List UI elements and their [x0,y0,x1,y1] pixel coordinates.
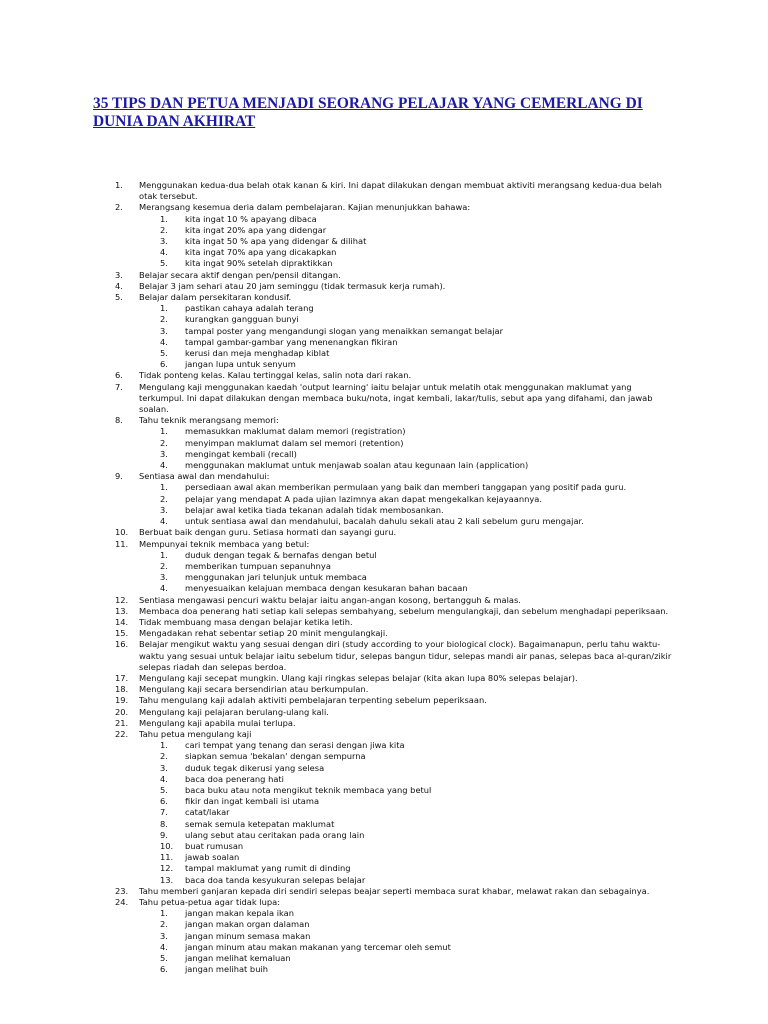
list-item [115,628,675,639]
sub-list-item-number: 4. [160,460,168,471]
sub-list-item-text: tampal gambar-gambar yang menenangkan fikiran [185,336,398,347]
sub-list-item-number: 1. [160,549,168,560]
list-item-number: 1. [115,180,123,190]
sub-list-item [115,482,675,493]
list-item-number: 20. [115,706,129,717]
list-item-text: Mempunyai teknik membaca yang betul: [139,538,310,549]
sub-list-item-text: duduk dengan tegak & bernafas dengan betul [185,549,377,560]
document-title[interactable]: 35 TIPS DAN PETUA MENJADI SEORANG PELAJAR YANG CEMERLANG DI DUNIA DAN AKHIRAT [93,95,643,130]
sub-list-item [115,247,675,258]
sub-list-item-text: menyesuaikan kelajuan membaca dengan kesukaran bahan bacaan [185,583,468,594]
sub-list-item [115,751,675,762]
sub-list-item-text: untuk sentiasa awal dan mendahului, bacalah dahulu sekali atau 2 kali sebelum guru mengajar. [185,516,584,527]
sub-list-item-number: 11. [160,852,174,863]
sub-list-item-number: 4. [160,516,168,527]
sub-list-item [115,774,675,785]
list-item-text: Mengadakan rehat sebentar setiap 20 minit mengulangkaji. [139,628,388,639]
sub-list-item-text: kita ingat 20% apa yang didengar [185,224,327,235]
list-item-number: 5. [115,292,123,303]
list-item-number: 13. [115,605,129,616]
list-item [115,897,675,908]
sub-list-item-text: jangan makan kepala ikan [185,908,294,919]
list-item-number: 10. [115,527,129,538]
sub-list-item-text: tampal maklumat yang rumit di dinding [185,863,351,874]
sub-list-item-number: 2. [160,437,168,448]
sub-list-item [115,460,675,471]
tips-list [115,180,675,975]
sub-list-item [115,819,675,830]
sub-list-item-text: kita ingat 90% setelah dipraktikkan [185,258,333,269]
list-item-number: 9. [115,471,123,482]
list-item-number: 2. [115,202,123,213]
sub-list-item-number: 4. [160,773,168,784]
sub-list-item-number: 1. [160,740,168,751]
sub-list-item-number: 6. [160,359,168,370]
sub-list-item-number: 6. [160,796,168,807]
sub-list-item-number: 3. [160,762,168,773]
sub-list-item-text: cari tempat yang tenang dan serasi dengan jiwa kita [185,740,405,751]
list-item-number: 19. [115,695,129,706]
list-item-number: 7. [115,381,123,392]
list-item-number: 22. [115,728,129,739]
list-item [115,707,675,718]
list-item [115,639,675,673]
sub-list-item-number: 10. [160,840,174,851]
sub-list-item-number: 12. [160,863,174,874]
sub-list-item [115,505,675,516]
sub-list-item-text: menggunakan maklumat untuk menjawab soalan atau kegunaan lain (application) [185,460,529,471]
sub-list-item [115,572,675,583]
sub-list-item-text: pastikan cahaya adalah terang [185,303,314,314]
sub-list-item-text: jangan lupa untuk senyum [185,359,296,370]
list-item-text: Membaca doa penerang hati setiap kali selepas sembahyang, sebelum mengulangkaji, dan sebelum menghadapi peperiksaan. [139,605,669,616]
sub-list-item-number: 3. [160,236,168,247]
sub-list-item [115,953,675,964]
sub-list-item [115,740,675,751]
sub-list-item [115,314,675,325]
sub-list-item-text: jangan minum semasa makan [185,930,311,941]
sub-list-item-number: 2. [160,314,168,325]
list-item [115,673,675,684]
list-item-number: 14. [115,616,129,627]
list-item-text: Tahu teknik merangsang memori: [139,415,279,426]
sub-list-item-number: 6. [160,964,168,975]
sub-list-item-text: catat/lakar [185,807,230,818]
sub-list-item-text: kurangkan gangguan bunyi [185,314,299,325]
sub-list-item [115,516,675,527]
list-item-text: Tahu petua mengulang kaji [139,728,252,739]
list-item [115,202,675,213]
sub-list-item-number: 2. [160,493,168,504]
list-item [115,270,675,281]
list-item-text: Tahu memberi ganjaran kepada diri sendiri selepas beajar seperti membaca surat khabar, melawat rakan dan sebagainya. [139,885,650,896]
sub-list-item [115,326,675,337]
list-item-number: 24. [115,897,129,907]
sub-list-item-number: 3. [160,930,168,941]
sub-list-item [115,852,675,863]
sub-list-item-number: 4. [160,583,168,594]
sub-list-item-number: 8. [160,818,168,829]
sub-list-item-number: 2. [160,224,168,235]
sub-list-item [115,875,675,886]
sub-list-item-number: 4. [160,247,168,258]
list-item-number: 8. [115,415,123,426]
sub-list-item [115,337,675,348]
list-item-text: Merangsang kesemua deria dalam pembelajaran. Kajian menunjukkan bahawa: [139,202,471,213]
sub-list-item-number: 1. [160,303,168,314]
list-item-text: Mengulang kaji apabila mulai terlupa. [139,717,296,728]
sub-list-item-text: tampal poster yang mengandungi slogan yang menaikkan semangat belajar [185,325,504,336]
sub-list-item-text: duduk tegak dikerusi yang selesa [185,762,325,773]
sub-list-item-text: memasukkan maklumat dalam memori (registration) [185,426,406,437]
list-item [115,180,675,202]
list-item-text: Tahu mengulang kaji adalah aktiviti pembelajaran terpenting sebelum peperiksaan. [139,695,487,706]
sub-list-item-text: kita ingat 10 % apayang dibaca [185,213,317,224]
sub-list-item-text: semak semula ketepatan maklumat [185,818,335,829]
list-item-text: Belajar dalam persekitaran kondusif. [139,292,292,303]
list-item-text: Mengulang kaji secara bersendirian atau berkumpulan. [139,684,369,695]
sub-list-item-number: 1. [160,482,168,493]
list-item [115,370,675,381]
sub-list-item [115,863,675,874]
sub-list-item-text: belajar awal ketika tiada tekanan adalah tidak membosankan. [185,504,444,515]
sub-list-item-number: 1. [160,213,168,224]
sub-list-item [115,258,675,269]
sub-list-item [115,494,675,505]
list-item [115,292,675,303]
list-item [115,382,675,416]
sub-list-item [115,303,675,314]
sub-list-item [115,236,675,247]
list-item-number: 17. [115,672,129,683]
sub-list-item-text: pelajar yang mendapat A pada ujian lazimnya akan dapat mengekalkan kejayaannya. [185,493,542,504]
sub-list-item-text: baca buku atau nota mengikut teknik membaca yang betul [185,784,432,795]
sub-list-item [115,785,675,796]
list-item [115,471,675,482]
list-item [115,617,675,628]
sub-list-item-text: jangan melihat buih [185,964,269,975]
sub-list-item-text: kerusi dan meja menghadap kiblat [185,348,330,359]
sub-list-item-text: mengingat kembali (recall) [185,448,297,459]
sub-list-item [115,225,675,236]
sub-list-item-text: menggunakan jari telunjuk untuk membaca [185,572,367,583]
sub-list-item [115,807,675,818]
sub-list-item-text: jangan makan organ dalaman [185,919,310,930]
sub-list-item [115,550,675,561]
list-item-text: Mengulang kaji secepat mungkin. Ulang kaji ringkas selepas belajar (kita akan lupa 80% selepas belajar). [139,672,578,683]
sub-list-item-number: 2. [160,751,168,762]
list-item [115,718,675,729]
sub-list-item-text: kita ingat 50 % apa yang didengar & dilihat [185,236,367,247]
list-item-number: 4. [115,280,123,291]
sub-list-item [115,942,675,953]
sub-list-item-number: 5. [160,953,168,964]
list-item-number: 23. [115,885,129,896]
sub-list-item-text: baca doa penerang hati [185,773,284,784]
sub-list-item [115,830,675,841]
list-item-text: Mengulang kaji menggunakan kaedah 'output learning' iaitu belajar untuk melatih otak menggunakan maklumat yang terkumpul. Ini dapat dilakukan dengan membaca buku/nota, ingat kembali, lakar/tulis, sebut apa yang difahami, dan jawab soalan. [139,381,653,415]
list-item-text: Mengulang kaji pelajaran berulang-ulang kali. [139,706,329,717]
list-item-text: Sentiasa mengawasi pencuri waktu belajar iaitu angan-angan kosong, bertangguh & malas. [139,594,521,605]
list-item-number: 11. [115,538,129,549]
list-item-number: 6. [115,370,123,381]
sub-list-item-number: 3. [160,504,168,515]
sub-list-item-text: memberikan tumpuan sepanuhnya [185,560,331,571]
list-item-text: Tidak ponteng kelas. Kalau tertinggal kelas, salin nota dari rakan. [139,370,412,381]
sub-list-item-number: 2. [160,560,168,571]
list-item [115,281,675,292]
list-item-text: Menggunakan kedua-dua belah otak kanan & kiri. Ini dapat dilakukan dengan membuat aktiviti merangsang kedua-dua belah otak tersebut. [139,180,662,202]
list-item [115,595,675,606]
list-item-text: Tidak membuang masa dengan belajar ketika letih. [139,616,353,627]
sub-list-item [115,449,675,460]
sub-list-item [115,931,675,942]
sub-list-item-number: 3. [160,325,168,336]
list-item-number: 18. [115,684,129,695]
sub-list-item-text: jangan minum atau makan makanan yang tercemar oleh semut [185,941,451,952]
sub-list-item-number: 9. [160,829,168,840]
sub-list-item-number: 7. [160,807,168,818]
list-item [115,695,675,706]
list-item-text: Sentiasa awal dan mendahului: [139,471,270,482]
list-item-number: 3. [115,269,123,280]
sub-list-item [115,919,675,930]
list-item-text: Tahu petua-petua agar tidak lupa: [139,897,281,907]
sub-list-item [115,763,675,774]
sub-list-item-number: 5. [160,258,168,269]
sub-list-item-number: 5. [160,348,168,359]
list-item [115,539,675,550]
sub-list-item [115,964,675,975]
list-item-number: 12. [115,594,129,605]
sub-list-item-number: 1. [160,908,168,919]
sub-list-item-number: 5. [160,784,168,795]
sub-list-item [115,908,675,919]
sub-list-item [115,438,675,449]
sub-list-item-text: jangan melihat kemaluan [185,953,291,964]
sub-list-item [115,561,675,572]
sub-list-item [115,426,675,437]
list-item [115,527,675,538]
list-item [115,729,675,740]
sub-list-item-text: ulang sebut atau ceritakan pada orang lain [185,829,365,840]
list-item [115,684,675,695]
sub-list-item-number: 13. [160,874,174,885]
sub-list-item [115,214,675,225]
list-item-text: Belajar 3 jam sehari atau 20 jam seminggu (tidak termasuk kerja rumah). [139,280,446,291]
sub-list-item-text: persediaan awal akan memberikan permulaan yang baik dan memberi tanggapan yang positif pada guru. [185,482,627,493]
sub-list-item-text: fikir dan ingat kembali isi utama [185,796,320,807]
sub-list-item [115,796,675,807]
list-item-text: Berbuat baik dengan guru. Setiasa hormati dan sayangi guru. [139,527,397,538]
sub-list-item-text: siapkan semua 'bekalan' dengan sempurna [185,751,366,762]
sub-list-item [115,359,675,370]
sub-list-item-number: 3. [160,448,168,459]
sub-list-item-text: menyimpan maklumat dalam sel memori (retention) [185,437,404,448]
list-item-number: 16. [115,639,129,650]
list-item-number: 15. [115,628,129,639]
list-item-text: Belajar secara aktif dengan pen/pensil ditangan. [139,269,341,280]
list-item [115,606,675,617]
sub-list-item-number: 4. [160,941,168,952]
sub-list-item-text: buat rumusan [185,840,244,851]
sub-list-item-text: jawab soalan [185,852,240,863]
list-item [115,415,675,426]
list-item-number: 21. [115,717,129,728]
sub-list-item-number: 1. [160,426,168,437]
sub-list-item-number: 4. [160,336,168,347]
list-item-text: Belajar mengikut waktu yang sesuai dengan diri (study according to your biological clock). Bagaimanapun, perlu tahu waktu-waktu yang sesuai untuk belajar iaitu sebelum tidur, selepas bangun tidur, selepas mandi air panas, selepas baca al-quran/zikir selepas riadah dan selepas berdoa. [139,639,672,672]
sub-list-item-number: 2. [160,919,168,930]
sub-list-item [115,841,675,852]
sub-list-item [115,348,675,359]
sub-list-item-number: 3. [160,572,168,583]
list-item [115,886,675,897]
sub-list-item-text: kita ingat 70% apa yang dicakapkan [185,247,337,258]
sub-list-item [115,583,675,594]
sub-list-item-text: baca doa tanda kesyukuran selepas belajar [185,874,366,885]
